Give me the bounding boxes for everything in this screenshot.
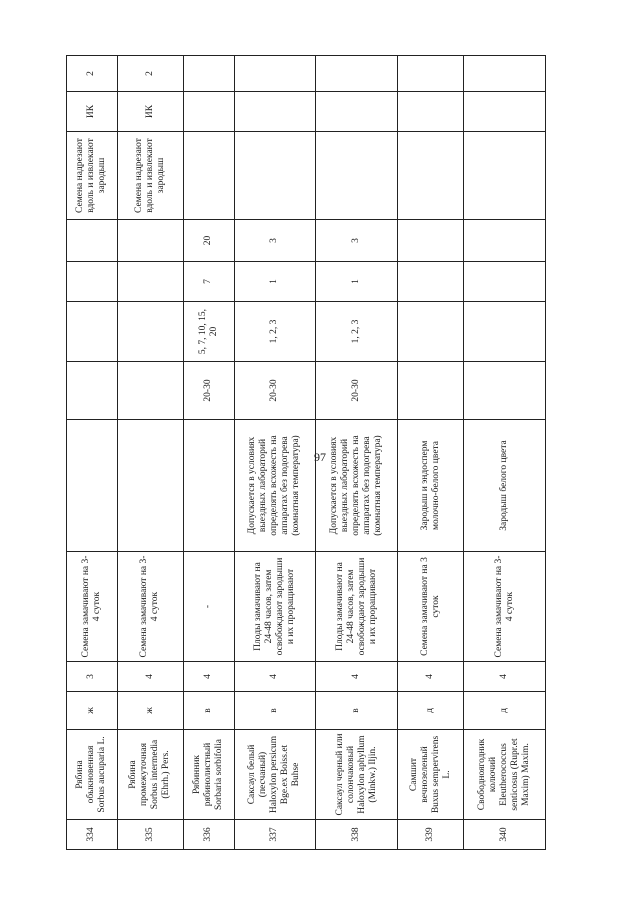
- cell-note: Зародыш и эндосперм молочно-белого цвета: [398, 420, 464, 552]
- cell-t2: [464, 220, 546, 262]
- cell-treat: Семена надрезают вдоль и извлекают зародыш: [67, 132, 118, 220]
- cell-t2: 3: [316, 220, 398, 262]
- cell-num: 337: [234, 820, 316, 850]
- cell-prep: Семена замачивают на 3-4 суток: [464, 552, 546, 662]
- cell-days: [67, 302, 118, 362]
- table-row: [183, 56, 234, 850]
- cell-t1: 1: [234, 262, 316, 302]
- cell-num: 336: [183, 820, 234, 850]
- cell-t2: 3: [234, 220, 316, 262]
- cell-prep: Плоды замачивают на 24-48 часов, затем освобождают зародыши и их проращивают: [234, 552, 316, 662]
- cell-prep: Семена замачивают на 3-4 суток: [117, 552, 183, 662]
- cell-num: 339: [398, 820, 464, 850]
- cell-name: Свободноягодник колючий Eleutherococcus senticosus (Rupr.et Maxim) Maxim.: [464, 730, 546, 820]
- cell-name: Рябина промежуточная Sorbus intermedia (Ehrh.) Pers.: [117, 730, 183, 820]
- cell-days: 5, 7, 10, 15, 20: [183, 302, 234, 362]
- cell-group: в: [316, 692, 398, 730]
- cell-treat: [464, 132, 546, 220]
- cell-note: [183, 420, 234, 552]
- cell-class: 4: [316, 662, 398, 692]
- cell-method: [183, 92, 234, 132]
- cell-t2: 20: [183, 220, 234, 262]
- rotated-table-container: [66, 56, 546, 850]
- cell-t1: [464, 262, 546, 302]
- cell-t1: 7: [183, 262, 234, 302]
- cell-note: Зародыш белого цвета: [464, 420, 546, 552]
- cell-note: [117, 420, 183, 552]
- cell-class: 4: [464, 662, 546, 692]
- cell-t1: 1: [316, 262, 398, 302]
- cell-name: Саксаул черный или солончаковый Haloxylon aphyllum (Minkw.) Iljin.: [316, 730, 398, 820]
- cell-t2: [67, 220, 118, 262]
- cell-t2: [398, 220, 464, 262]
- cell-temp: 20-30: [316, 362, 398, 420]
- cell-treat: [234, 132, 316, 220]
- cell-prep: Плоды замачивают на 24-48 часов, затем освобождают зародыши и их проращивают: [316, 552, 398, 662]
- cell-class: 4: [117, 662, 183, 692]
- cell-days: [398, 302, 464, 362]
- cell-days: 1, 2, 3: [316, 302, 398, 362]
- cell-prep: Семена замачивают на 3-4 суток: [67, 552, 118, 662]
- cell-k: 2: [117, 56, 183, 92]
- cell-treat: [316, 132, 398, 220]
- cell-t1: [398, 262, 464, 302]
- cell-method: [234, 92, 316, 132]
- page-number: 97: [314, 450, 326, 464]
- cell-method: [464, 92, 546, 132]
- cell-class: 4: [398, 662, 464, 692]
- cell-class: 4: [183, 662, 234, 692]
- cell-k: [316, 56, 398, 92]
- cell-name: Рябинник рябинолистный Sorbaria sorbifolia: [183, 730, 234, 820]
- cell-method: ИК: [67, 92, 118, 132]
- cell-t1: [117, 262, 183, 302]
- cell-group: в: [234, 692, 316, 730]
- cell-name: Самшит вечнозеленый Buxus sempervirens L.: [398, 730, 464, 820]
- cell-group: ж: [67, 692, 118, 730]
- cell-k: [398, 56, 464, 92]
- cell-num: 340: [464, 820, 546, 850]
- cell-group: д: [398, 692, 464, 730]
- cell-class: 3: [67, 662, 118, 692]
- cell-k: [183, 56, 234, 92]
- cell-group: д: [464, 692, 546, 730]
- cell-class: 4: [234, 662, 316, 692]
- cell-temp: 20-30: [234, 362, 316, 420]
- cell-temp: [117, 362, 183, 420]
- cell-temp: [67, 362, 118, 420]
- cell-group: ж: [117, 692, 183, 730]
- cell-temp: 20-30: [183, 362, 234, 420]
- cell-note: [67, 420, 118, 552]
- cell-name: Рябина обыкновенная Sorbus aucuparia L.: [67, 730, 118, 820]
- cell-note: Допускается в условиях выездных лабораторий определять всхожесть на аппаратах без подогрева (комнатная температура): [316, 420, 398, 552]
- cell-days: 1, 2, 3: [234, 302, 316, 362]
- table-row: [234, 56, 316, 850]
- cell-t1: [67, 262, 118, 302]
- cell-group: в: [183, 692, 234, 730]
- cell-days: [464, 302, 546, 362]
- cell-days: [117, 302, 183, 362]
- table-body: [67, 56, 546, 850]
- table-row: [398, 56, 464, 850]
- cell-prep: Семена замачивают на 3 суток: [398, 552, 464, 662]
- cell-method: ИК: [117, 92, 183, 132]
- cell-num: 334: [67, 820, 118, 850]
- cell-name: Саксаул белый (песчаный) Haloxylon persicum Bge.ex Boiss.et Buhse: [234, 730, 316, 820]
- table-row: [316, 56, 398, 850]
- cell-temp: [398, 362, 464, 420]
- cell-k: 2: [67, 56, 118, 92]
- table-row: [117, 56, 183, 850]
- table-row: [464, 56, 546, 850]
- cell-method: [316, 92, 398, 132]
- cell-note: Допускается в условиях выездных лабораторий определять всхожесть на аппаратах без подогрева (комнатная температура): [234, 420, 316, 552]
- cell-treat: [398, 132, 464, 220]
- table-row: [67, 56, 118, 850]
- cell-k: [464, 56, 546, 92]
- seed-table: [66, 55, 546, 850]
- cell-k: [234, 56, 316, 92]
- cell-prep: -: [183, 552, 234, 662]
- cell-method: [398, 92, 464, 132]
- cell-num: 338: [316, 820, 398, 850]
- cell-treat: Семена надрезают вдоль и извлекают зародыш: [117, 132, 183, 220]
- cell-num: 335: [117, 820, 183, 850]
- cell-t2: [117, 220, 183, 262]
- cell-treat: [183, 132, 234, 220]
- cell-temp: [464, 362, 546, 420]
